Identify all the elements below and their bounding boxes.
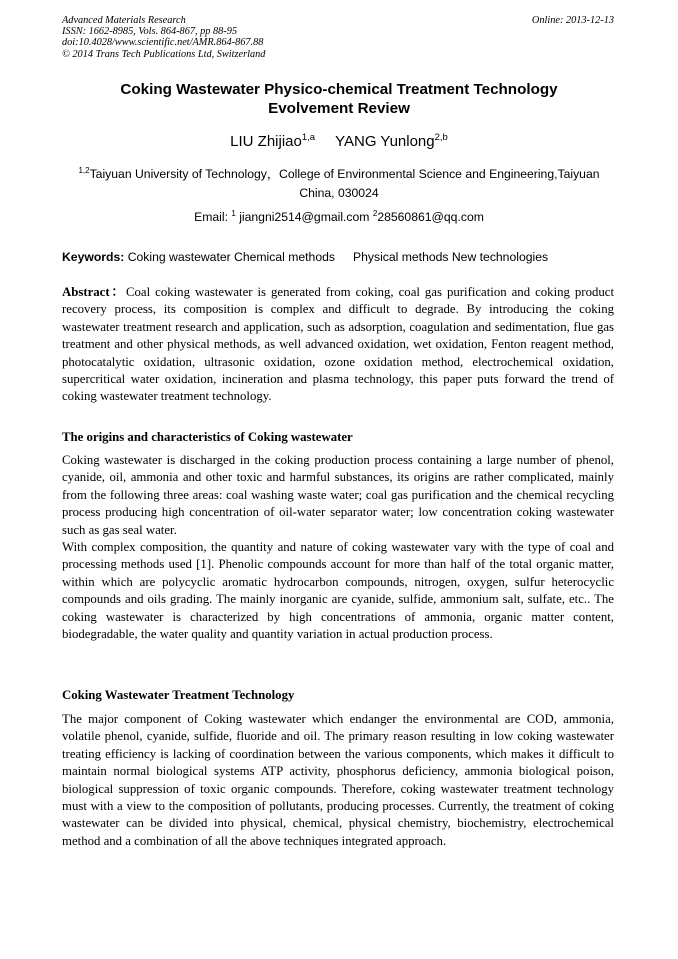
paragraph: With complex composition, the quantity and nature of coking wastewater vary with the type of coal and processing methods used [1]. Phenolic compounds account for more than half of the total organic matter, within which are polycyclic aromatic hydrocarbon compounds, nitrogen, oxygen, sulfur heterocyclic compounds and oils grading. The mainly inorganic are cyanide, sulfide, ammonium salt, sulfate, etc.. The coking wastewater is characterized by high concentrations of ammonia, organic matter content, biodegradable, the water quality and quantity variation in actual production process. <box>62 540 614 642</box>
author-affiliation-mark: 2,b <box>434 132 448 143</box>
doi-line: doi:10.4028/www.scientific.net/AMR.864-867.88 <box>62 37 264 49</box>
author-list <box>62 132 616 152</box>
email-mark: 2 <box>372 209 378 218</box>
affiliation-line-1: Taiyuan University of Technology，College of Environmental Science and Engineering,Taiyuan <box>89 167 600 181</box>
author-name: YANG Yunlong <box>335 133 435 150</box>
issn-line: ISSN: 1662-8985, Vols. 864-867, pp 88-95 <box>62 26 238 38</box>
email-address[interactable]: jiangni2514@gmail.com <box>239 210 370 224</box>
email-label: Email: <box>194 210 228 224</box>
journal-header <box>62 15 614 60</box>
abstract <box>62 284 614 406</box>
section-heading: Coking Wastewater Treatment Technology <box>62 688 295 702</box>
abstract-label: Abstract： <box>62 285 126 299</box>
section-body <box>62 452 614 643</box>
keywords-part-2: Physical methods New technologies <box>352 250 549 264</box>
copyright-line: © 2014 Trans Tech Publications Ltd, Switzerland <box>62 48 266 60</box>
keywords-label: Keywords: <box>62 250 125 264</box>
email-mark: 1 <box>231 209 236 218</box>
section-heading: The origins and characteristics of Coking wastewater <box>62 430 353 444</box>
paragraph: Coking wastewater is discharged in the coking production process containing a large number of phenol, cyanide, oil, ammonia and other toxic and harmful substances, its origins are rather complicated, mainly from the following three areas: coal washing waste water; coal gas purification and the chemical recycling process producing high concentration of oil-water separator water; low concentration coking wastewater such as gas seal water. <box>62 453 614 537</box>
email-address[interactable]: 28560861@qq.com <box>377 210 484 224</box>
author-affiliation-mark: 1,a <box>301 132 316 143</box>
title-line-2: Evolvement Review <box>268 99 410 117</box>
journal-name: Advanced Materials Research <box>62 15 186 26</box>
author-name: LIU Zhijiao <box>230 133 302 150</box>
paper-title <box>62 81 616 118</box>
affiliation <box>62 165 616 203</box>
affiliation-line-2: China, 030024 <box>299 186 379 200</box>
email-line <box>62 208 616 226</box>
keywords <box>62 248 616 266</box>
online-date: Online: 2013-12-13 <box>531 15 614 26</box>
section-body <box>62 711 614 850</box>
title-line-1: Coking Wastewater Physico-chemical Treatment Technology <box>120 81 558 98</box>
paragraph: The major component of Coking wastewater which endanger the environmental are COD, ammonia, volatile phenol, cyanide, sulfide, fluoride and oil. The primary reason resulting in low coking wastewater treating efficiency is lacking of coordination between the various components, which makes it difficult to maintain normal biological systems ATP activity, phosphorus deficiency, ammonia biological poison, biological suppression of toxic organic compounds. Therefore, coking wastewater treatment technology must with a view to the composition of pollutants, producing processes. Currently, the treatment of coking wastewater can be divided into physical, chemical, physical chemistry, biochemistry, electrochemical method and a combination of all the above techniques integrated approach. <box>62 712 614 848</box>
abstract-text: Coal coking wastewater is generated from coking, coal gas purification and coking product recovery process, its composition is complex and difficult to degrade. By introducing the coking wastewater treatment research and application, such as adsorption, coagulation and sedimentation, flue gas treatment and other physical methods, as well advanced oxidation, wet oxidation, Fenton reagent method, photocatalytic oxidation, ultrasonic oxidation, ozone oxidation method, electrochemical oxidation, supercritical water oxidation, incineration and plasma technology, this paper puts forward the trend of coking wastewater treatment technology. <box>62 285 614 404</box>
affiliation-mark: 1,2 <box>78 166 90 175</box>
keywords-part-1: Coking wastewater Chemical methods <box>127 250 335 264</box>
